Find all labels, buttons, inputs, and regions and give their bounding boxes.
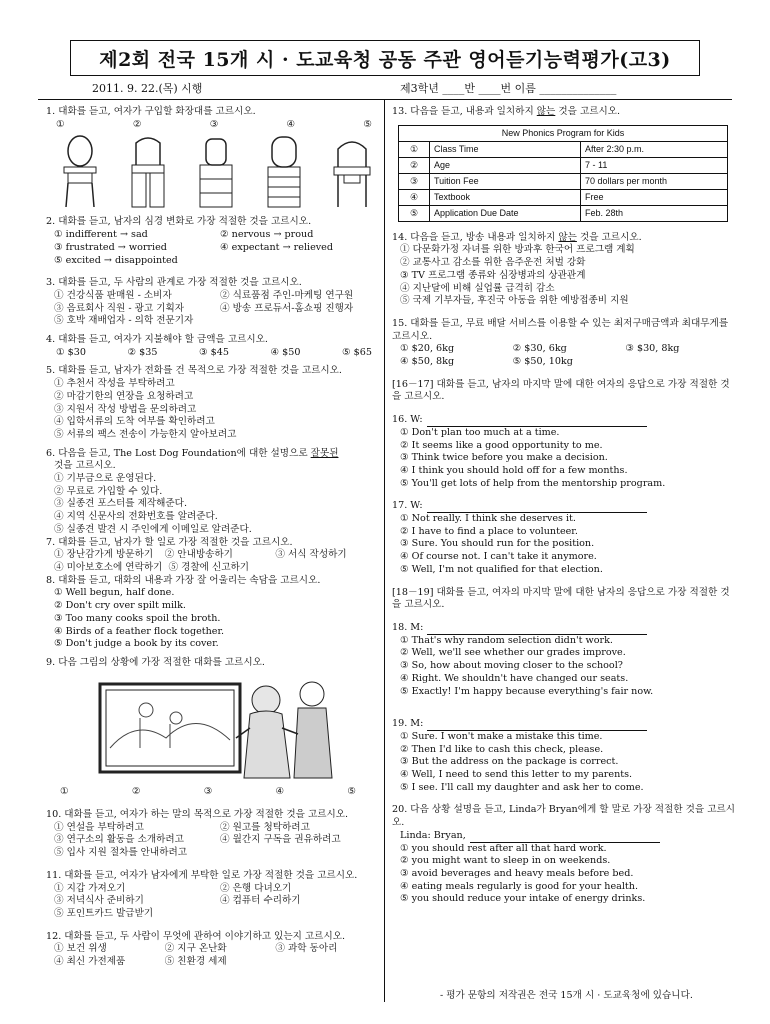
option[interactable]: ④ — [286, 118, 296, 130]
option[interactable]: ③ TV 프로그램 종류와 심장병과의 상관관계 — [400, 269, 586, 281]
option[interactable]: ① That's why random selection didn't work. — [400, 634, 613, 646]
question-stem — [392, 622, 738, 635]
option[interactable]: ① 기부금으로 운영된다. — [54, 473, 157, 485]
option[interactable]: ④ $50 — [270, 346, 301, 358]
option[interactable]: ④ 지역 신문사의 전화번호를 알려준다. — [54, 511, 218, 523]
group-instruction-16-17: [16－17] 대화를 듣고, 남자의 마지막 말에 대한 여자의 응답으로 가장 적절한 것을 고르시오. — [392, 378, 730, 403]
option[interactable]: ④ 방송 프로듀서-홈쇼핑 진행자 — [220, 302, 354, 314]
option[interactable]: ⑤ $65 — [342, 346, 372, 358]
underlined-word: 않는 — [536, 106, 556, 117]
table-cell: ① — [399, 141, 430, 157]
option[interactable]: ③ — [203, 786, 213, 798]
option[interactable]: ⑤ 친환경 세제 — [164, 956, 227, 968]
question-stem — [392, 500, 738, 513]
question-8 — [46, 575, 386, 651]
option[interactable]: ② 지구 온난화 — [164, 943, 227, 955]
option[interactable]: ② 은행 다녀오기 — [220, 882, 292, 894]
option[interactable]: ③ $30, 8kg — [625, 343, 680, 355]
table-cell: 70 dollars per month — [581, 173, 728, 189]
option[interactable]: ⑤ 입사 지원 절차를 안내하려고 — [54, 847, 188, 859]
question-stem: 11. 대화를 듣고, 여자가 남자에게 부탁한 일로 가장 적절한 것을 고르시오. — [46, 869, 358, 881]
spacer — [392, 404, 738, 414]
option[interactable]: ② Well, we'll see whether our grades improve. — [400, 647, 626, 659]
option[interactable]: ② 원고를 청탁하려고 — [220, 821, 310, 833]
question-14 — [392, 232, 738, 308]
option[interactable]: ③ Too many cooks spoil the broth. — [54, 612, 221, 624]
spacer — [392, 708, 738, 718]
option-row — [46, 562, 386, 575]
option[interactable]: ① Sure. I won't make a mistake this time. — [400, 730, 603, 742]
dresser-5-image — [332, 135, 372, 209]
option[interactable]: ② 식료품점 주인-마케팅 연구원 — [220, 289, 354, 301]
option[interactable]: ⑤ 포인트카드 발급받기 — [54, 907, 154, 919]
question-stem — [392, 414, 738, 427]
linda-prompt — [392, 830, 738, 843]
option[interactable]: ③ avoid beverages and heavy meals before bed. — [400, 867, 634, 879]
option[interactable]: ④ eating meals regularly is good for your health. — [400, 880, 638, 892]
option[interactable]: ④ 최신 가전제품 — [54, 956, 126, 968]
option[interactable]: ⑤ 서류의 팩스 전송이 가능한지 알아보려고 — [54, 428, 237, 440]
option[interactable]: ① 지갑 가져오기 — [54, 882, 126, 894]
prompt-text: Linda: Bryan, — [400, 829, 466, 841]
option[interactable]: ⑤ you should reduce your intake of energy drinks. — [400, 893, 646, 905]
question-stem: 15. 대화를 듣고, 무료 배달 서비스를 이용할 수 있는 최저구매금액과 최대무게를 고르시오. — [392, 317, 729, 342]
table-cell: ③ — [399, 173, 430, 189]
spacer — [46, 267, 386, 277]
option-grid — [46, 883, 386, 908]
option-grid — [46, 549, 386, 562]
stem-text: 18. M: — [392, 621, 424, 633]
option[interactable]: ① $30 — [56, 346, 86, 358]
spacer — [392, 222, 738, 232]
option-row — [46, 347, 386, 360]
option[interactable]: ② 교통사고 감소를 위한 음주운전 처벌 강화 — [400, 257, 586, 269]
table-cell: Free — [581, 189, 728, 205]
option[interactable]: ③ $45 — [199, 346, 229, 358]
option[interactable]: ⑤ — [347, 786, 356, 798]
option-row — [46, 784, 386, 799]
question-4 — [46, 334, 386, 359]
option-row — [46, 119, 386, 132]
question-stem: 8. 대화를 듣고, 대화의 내용과 가장 잘 어울리는 속담을 고르시오. — [46, 574, 321, 586]
stem-text: 것을 고르시오. — [576, 231, 642, 243]
option[interactable]: ⑤ $50, 10kg — [512, 356, 573, 368]
option-grid — [46, 229, 386, 267]
spacer — [46, 921, 386, 931]
option[interactable]: ③ 지원서 작성 방법을 문의하려고 — [54, 403, 197, 415]
question-stem: 3. 대화를 듣고, 두 사람의 관계로 가장 적절한 것을 고르시오. — [46, 277, 302, 289]
option[interactable]: ② — [131, 786, 141, 798]
option[interactable]: ② — [132, 118, 142, 130]
stem-text: 14. 다음을 듣고, 방송 내용과 일치하지 — [392, 231, 559, 243]
stem-continuation: 것을 고르시오. — [54, 460, 116, 472]
option[interactable]: ② you might want to sleep in on weekends. — [400, 855, 611, 867]
option[interactable]: ② 마감기한의 연장을 요청하려고 — [54, 390, 194, 402]
table-row[interactable] — [399, 173, 728, 189]
option[interactable]: ① 연설을 부탁하려고 — [54, 821, 144, 833]
question-11 — [46, 870, 386, 921]
table-cell: ② — [399, 157, 430, 173]
answer-blank — [427, 720, 647, 731]
question-stem: 10. 대화를 듣고, 여자가 하는 말의 목적으로 가장 적절한 것을 고르시오. — [46, 809, 349, 821]
question-stem: 7. 대화를 듣고, 남자가 할 일로 가장 적절한 것을 고르시오. — [46, 536, 293, 548]
option[interactable]: ③ 연구소의 활동을 소개하려고 — [54, 834, 184, 846]
option[interactable]: ① — [56, 118, 65, 130]
table-cell: ④ — [399, 189, 430, 205]
question-1 — [46, 106, 386, 210]
option[interactable]: ④ 컴퓨터 수리하기 — [220, 895, 301, 907]
option[interactable]: ④ 지난달에 비해 실업률 급격히 감소 — [400, 282, 555, 294]
option[interactable]: ② It seems like a good opportunity to me. — [400, 439, 603, 451]
option[interactable]: ⑤ You'll get lots of help from the mentorship program. — [400, 477, 666, 489]
option-grid — [46, 290, 386, 328]
dresser-2-image — [128, 135, 168, 209]
underlined-word: 않는 — [558, 231, 577, 243]
question-12 — [46, 931, 386, 969]
question-5 — [46, 365, 386, 441]
question-stem: 1. 대화를 듣고, 여자가 구입할 화장대를 고르시오. — [46, 106, 256, 117]
option[interactable]: ③ — [209, 118, 219, 130]
answer-blank — [427, 502, 647, 513]
option[interactable]: ⑤ excited → disappointed — [54, 254, 178, 266]
table-caption: New Phonics Program for Kids — [399, 125, 728, 141]
option[interactable]: ⑤ Don't judge a book by its cover. — [54, 638, 219, 650]
option[interactable]: ③ But the address on the package is correct. — [400, 756, 619, 768]
option[interactable]: ① 장난감가게 방문하기 — [54, 549, 154, 561]
option-grid — [46, 943, 386, 968]
question-stem — [392, 232, 738, 245]
option[interactable]: ③ 실종견 포스터를 제작해준다. — [54, 498, 188, 510]
answer-blank — [470, 832, 660, 843]
answer-blank — [427, 416, 647, 427]
option[interactable]: ⑤ 호박 재배업자 - 의학 전문기자 — [54, 315, 194, 327]
question-6 — [46, 448, 386, 537]
table-row[interactable] — [399, 205, 728, 221]
table-cell: Feb. 28th — [581, 205, 728, 221]
question-20 — [392, 804, 738, 906]
table-row[interactable] — [399, 189, 728, 205]
option[interactable]: ① 다문화가정 자녀를 위한 방과후 한국어 프로그램 계획 — [400, 244, 635, 256]
option[interactable]: ④ 월간지 구독을 권유하려고 — [220, 834, 341, 846]
option[interactable]: ⑤ I see. I'll call my daughter and ask her to come. — [400, 781, 644, 793]
option[interactable]: ④ Birds of a feather flock together. — [54, 625, 225, 637]
option[interactable]: ① 보건 위생 — [54, 943, 107, 955]
option[interactable]: ① Not really. I think she deserves it. — [400, 513, 576, 525]
option[interactable]: ① 추천서 작성을 부탁하려고 — [54, 378, 175, 390]
spacer — [46, 799, 386, 809]
stem-text: 13. 다음을 듣고, 내용과 일치하지 — [392, 106, 537, 117]
left-column — [46, 106, 386, 969]
table-cell: Textbook — [430, 189, 581, 205]
stem-text: 16. W: — [392, 414, 423, 426]
option[interactable]: ⑤ Well, I'm not qualified for that election. — [400, 563, 603, 575]
option[interactable]: ① Well begun, half done. — [54, 587, 175, 599]
dresser-illustrations — [46, 131, 386, 210]
option[interactable]: ② 안내방송하기 — [164, 549, 233, 561]
question-10 — [46, 809, 386, 860]
option[interactable]: ⑤ 경찰에 신고하기 — [168, 561, 250, 573]
option-grid — [392, 343, 738, 368]
question-2 — [46, 216, 386, 267]
question-19 — [392, 718, 738, 794]
option[interactable]: ⑤ 국제 기부자들, 후진국 아동을 위한 예방접종비 지원 — [400, 295, 629, 307]
answer-blank — [427, 624, 647, 635]
question-stem — [392, 718, 738, 731]
table-cell: Age — [430, 157, 581, 173]
table-cell: After 2:30 p.m. — [581, 141, 728, 157]
option[interactable]: ② Then I'd like to cash this check, please. — [400, 743, 604, 755]
option[interactable]: ③ So, how about moving closer to the school? — [400, 660, 623, 672]
question-stem: 2. 대화를 듣고, 남자의 심경 변화로 가장 적절한 것을 고르시오. — [46, 216, 312, 228]
right-column — [392, 106, 738, 906]
spacer — [392, 369, 738, 379]
option-grid — [46, 822, 386, 847]
header-divider — [38, 99, 732, 100]
question-17 — [392, 500, 738, 576]
question-stem — [46, 448, 386, 461]
table-cell: 7 - 11 — [581, 157, 728, 173]
copyright-footer: - 평가 문항의 저작권은 전국 15개 시 · 도교육청에 있습니다. — [440, 990, 693, 1001]
option[interactable]: ④ Well, I need to send this letter to my parents. — [400, 769, 633, 781]
question-15 — [392, 318, 738, 369]
option[interactable]: ⑤ Exactly! I'm happy because everything's fair now. — [400, 685, 654, 697]
option[interactable]: ④ I think you should hold off for a few months. — [400, 464, 628, 476]
spacer — [392, 490, 738, 500]
table-row[interactable] — [399, 141, 728, 157]
option[interactable]: ② $35 — [127, 346, 158, 358]
dresser-4-image — [264, 135, 304, 209]
question-16 — [392, 414, 738, 490]
option[interactable]: ③ Think twice before you make a decision. — [400, 452, 608, 464]
option[interactable]: ⑤ 실종견 발견 시 주인에게 이메일로 알려준다. — [54, 523, 252, 535]
option[interactable]: ① indifferent → sad — [54, 229, 148, 241]
question-9 — [46, 657, 386, 799]
underlined-word: 잘못된 — [310, 447, 339, 459]
option[interactable]: ① 건강식품 판매원 - 소비자 — [54, 289, 172, 301]
stem-text: 17. W: — [392, 500, 423, 512]
option[interactable]: ④ Of course not. I can't take it anymore. — [400, 551, 597, 563]
question-stem: 20. 다음 상황 설명을 듣고, Linda가 Bryan에게 할 말로 가장 적절한 것을 고르시오. — [392, 804, 736, 829]
table-cell: Tuition Fee — [430, 173, 581, 189]
spacer — [46, 860, 386, 870]
option[interactable]: ① $20, 6kg — [400, 343, 455, 355]
stem-text: 것을 고르시오. — [555, 106, 621, 117]
question-stem: 4. 대화를 듣고, 여자가 지불해야 할 금액을 고르시오. — [46, 334, 268, 346]
option[interactable]: ① you should rest after all that hard work. — [400, 842, 607, 854]
question-stem: 9. 다음 그림의 상황에 가장 적절한 대화를 고르시오. — [46, 656, 265, 668]
spacer — [392, 698, 738, 708]
phonics-program-table — [398, 125, 728, 222]
option[interactable]: ③ 저녁식사 준비하기 — [54, 895, 144, 907]
option[interactable]: ② 무료로 가입할 수 있다. — [54, 485, 163, 497]
option[interactable]: ④ expectant → relieved — [220, 241, 333, 253]
option[interactable]: ③ 서식 작성하기 — [275, 549, 347, 561]
table-cell: ⑤ — [399, 205, 430, 221]
option[interactable]: ③ Sure. You should run for the position. — [400, 538, 595, 550]
stem-text: 6. 다음을 듣고, The Lost Dog Foundation에 대한 설명으로 — [46, 447, 311, 459]
table-row[interactable] — [399, 157, 728, 173]
option[interactable]: ⑤ — [363, 118, 372, 130]
option[interactable]: ③ 과학 동아리 — [275, 943, 338, 955]
question-stem — [392, 106, 738, 119]
family-photo-illustration — [76, 678, 346, 780]
option[interactable]: ④ $50, 8kg — [400, 356, 455, 368]
option[interactable]: ④ 입학서류의 도착 여부를 확인하려고 — [54, 416, 215, 428]
exam-date: 2011. 9. 22.(목) 시행 — [92, 82, 203, 95]
option[interactable]: ④ 미아보호소에 연락하기 — [54, 561, 163, 573]
table-cell: Class Time — [430, 141, 581, 157]
question-7 — [46, 537, 386, 575]
option[interactable]: ④ Right. We shouldn't have changed our seats. — [400, 672, 629, 684]
option[interactable]: ② Don't cry over spilt milk. — [54, 600, 186, 612]
group-instruction-18-19: [18－19] 대화를 듣고, 여자의 마지막 말에 대한 남자의 응답으로 가장 적절한 것을 고르시오. — [392, 586, 730, 611]
option[interactable]: ② I have to find a place to volunteer. — [400, 525, 578, 537]
question-stem: 12. 대화를 듣고, 두 사람이 무엇에 관하여 이야기하고 있는지 고르시오. — [46, 930, 346, 942]
option[interactable]: ② nervous → proud — [220, 229, 314, 241]
dresser-1-image — [60, 135, 100, 209]
spacer — [392, 612, 738, 622]
question-13 — [392, 106, 738, 222]
spacer — [392, 794, 738, 804]
option[interactable]: ④ — [275, 786, 285, 798]
question-3 — [46, 277, 386, 328]
option[interactable]: ③ frustrated → worried — [54, 241, 167, 253]
student-info-line: 제3학년 ____반 ____번 이름 ______________ — [400, 82, 617, 95]
question-18 — [392, 622, 738, 698]
stem-text: 19. M: — [392, 718, 424, 730]
exam-title: 제2회 전국 15개 시 · 도교육청 공동 주관 영어듣기능력평가(고3) — [70, 40, 700, 76]
option[interactable]: ③ 음료회사 직원 - 광고 기획자 — [54, 302, 185, 314]
question-stem: 5. 대화를 듣고, 남자가 전화를 건 목적으로 가장 적절한 것을 고르시오. — [46, 365, 342, 377]
option[interactable]: ② $30, 6kg — [512, 343, 567, 355]
option[interactable]: ① Don't plan too much at a time. — [400, 426, 560, 438]
dresser-3-image — [196, 135, 236, 209]
option[interactable]: ① — [60, 786, 69, 798]
spacer — [392, 577, 738, 587]
spacer — [392, 308, 738, 318]
table-cell: Application Due Date — [430, 205, 581, 221]
